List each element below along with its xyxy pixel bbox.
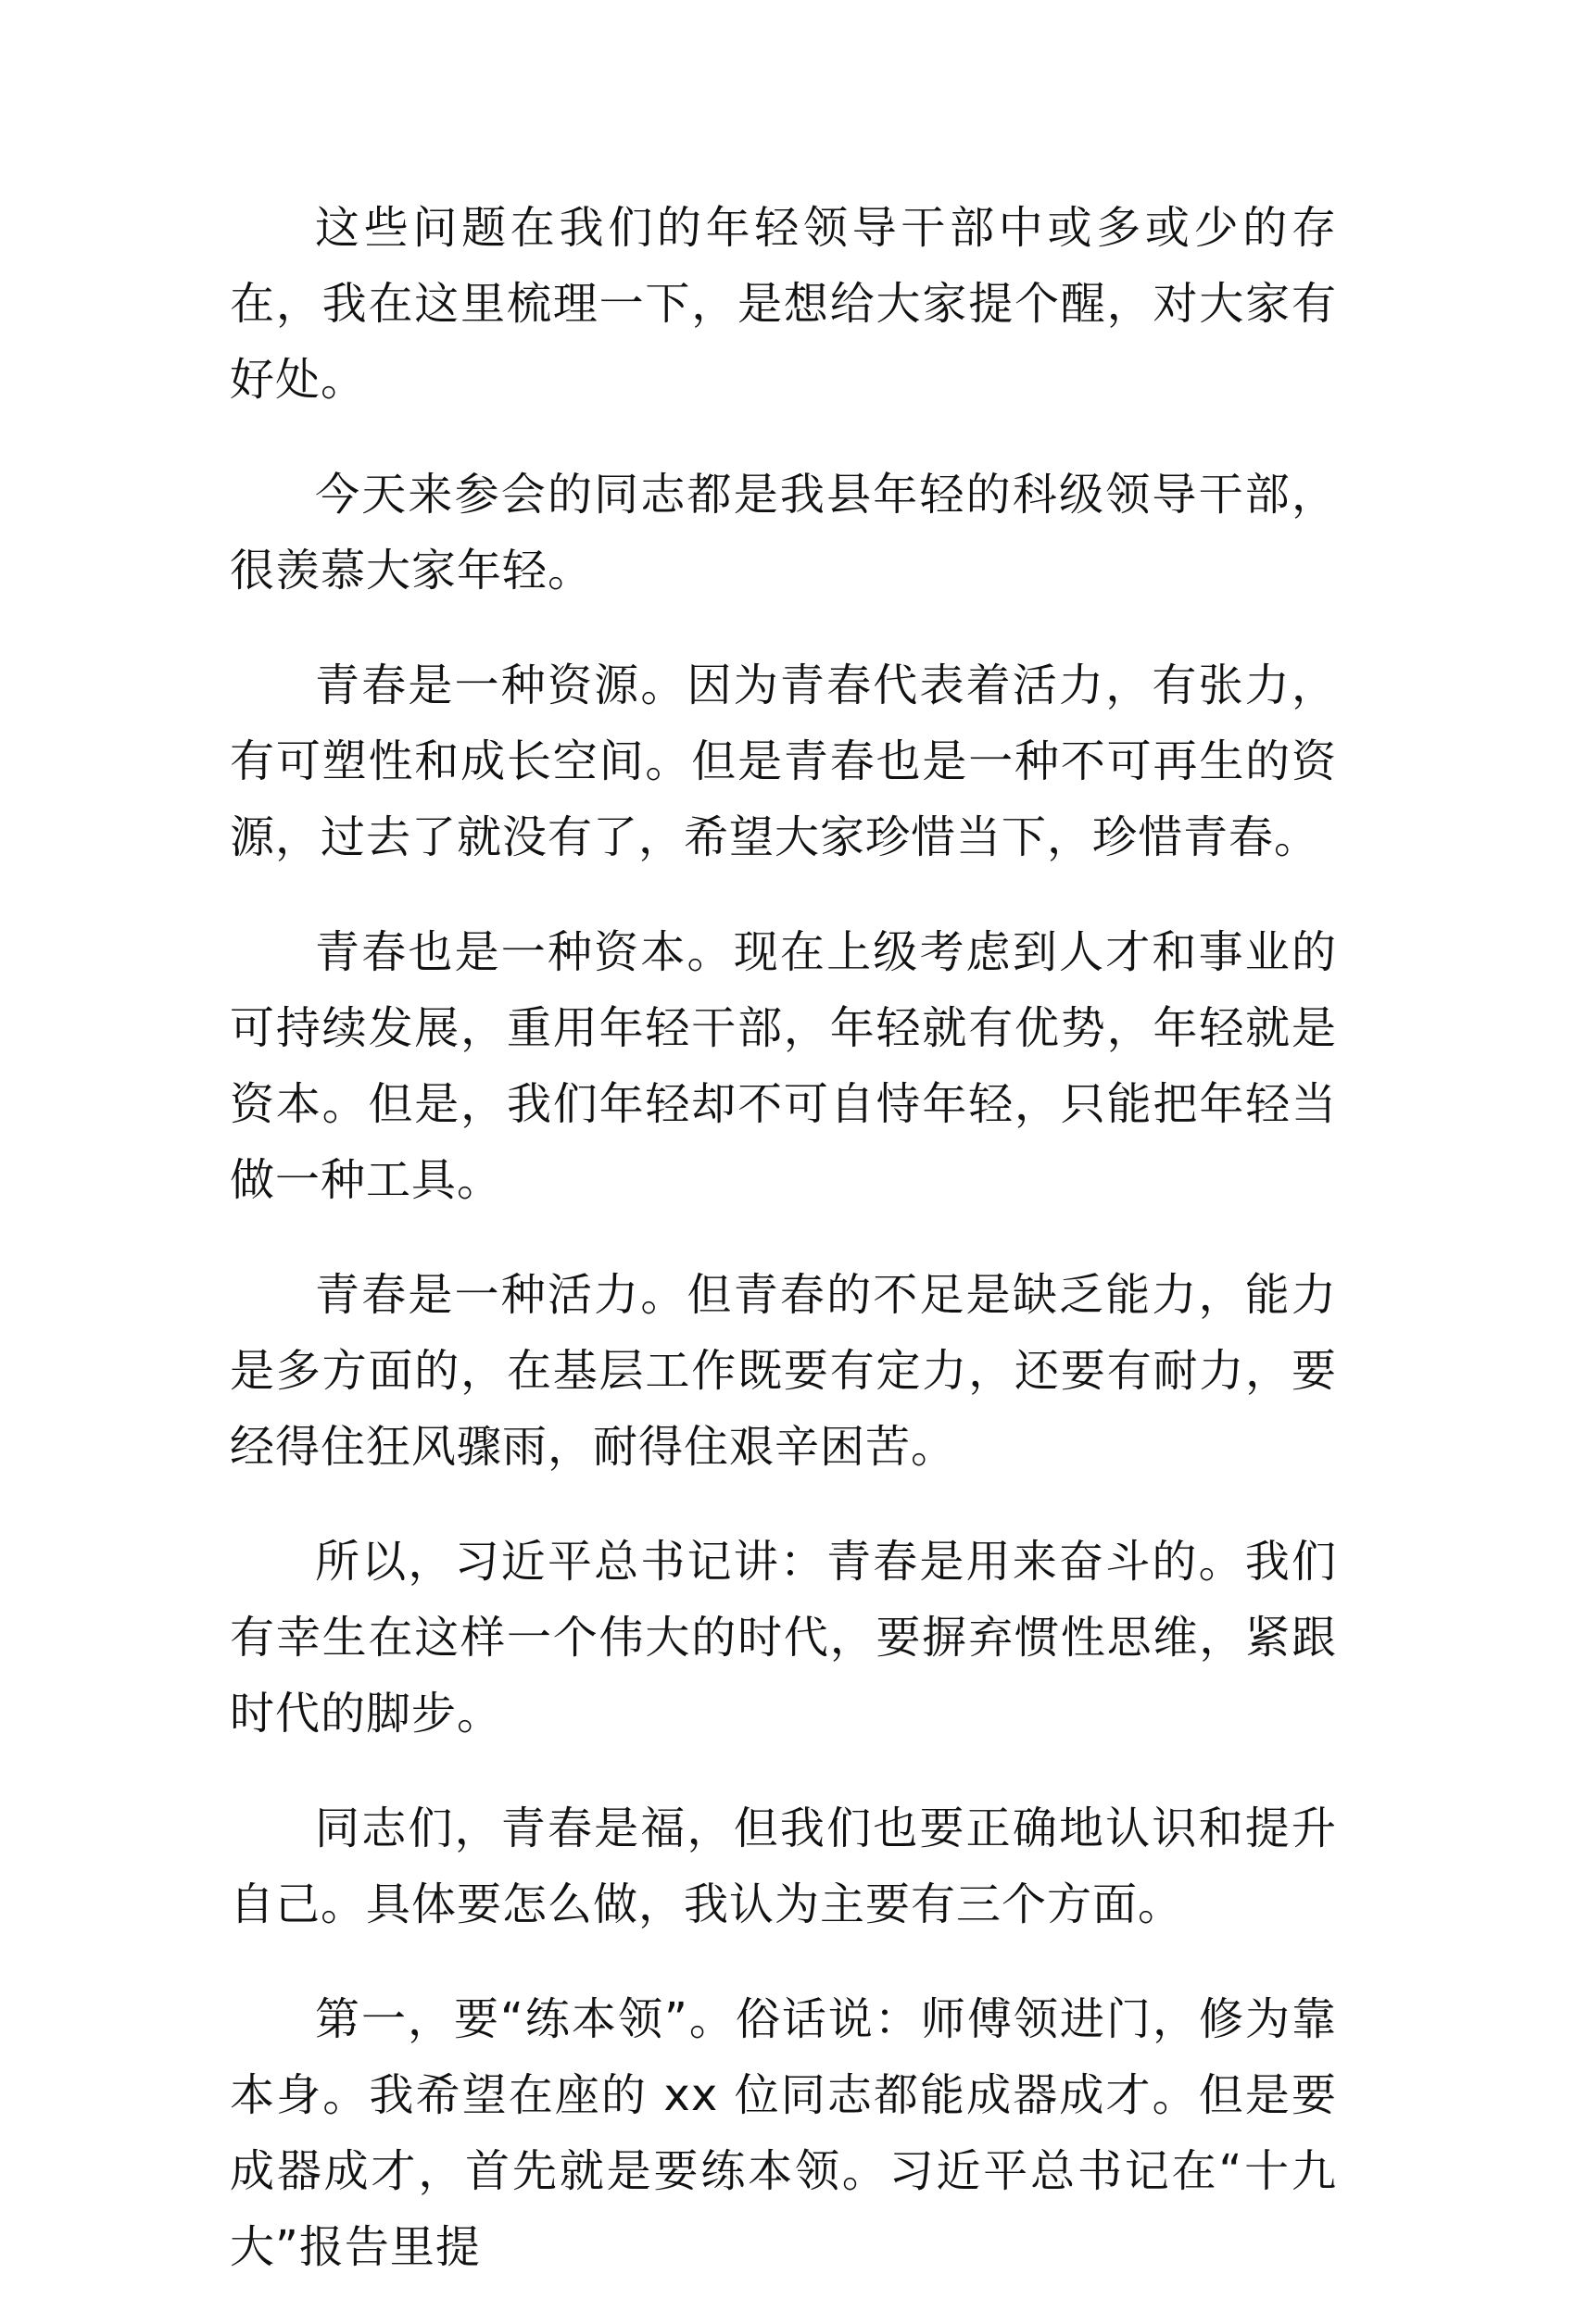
paragraph-5: 青春是一种活力。但青春的不足是缺乏能力，能力是多方面的，在基层工作既要有定力，还要有耐力，要经得住狂风骤雨，耐得住艰辛困苦。	[230, 1269, 1337, 1473]
paragraph-8: 第一，要“练本领”。俗话说：师傅领进门，修为靠本身。我希望在座的 xx 位同志都能成器成才。但是要成器成才，首先就是要练本领。习近平总书记在“十九大”报告里提	[230, 1993, 1337, 2273]
paragraph-7: 同志们，青春是福，但我们也要正确地认识和提升自己。具体要怎么做，我认为主要有三个方面。	[230, 1803, 1337, 1930]
paragraph-3: 青春是一种资源。因为青春代表着活力，有张力，有可塑性和成长空间。但是青春也是一种不可再生的资源，过去了就没有了，希望大家珍惜当下，珍惜青春。	[230, 660, 1337, 863]
document-body	[230, 190, 1337, 2324]
paragraph-1: 这些问题在我们的年轻领导干部中或多或少的存在，我在这里梳理一下，是想给大家提个醒，对大家有好处。	[230, 202, 1337, 406]
paragraph-2: 今天来参会的同志都是我县年轻的科级领导干部，很羡慕大家年轻。	[230, 469, 1337, 597]
paragraph-4: 青春也是一种资本。现在上级考虑到人才和事业的可持续发展，重用年轻干部，年轻就有优势，年轻就是资本。但是，我们年轻却不可自恃年轻，只能把年轻当做一种工具。	[230, 926, 1337, 1206]
paragraph-6: 所以，习近平总书记讲：青春是用来奋斗的。我们有幸生在这样一个伟大的时代，要摒弃惯性思维，紧跟时代的脚步。	[230, 1536, 1337, 1740]
